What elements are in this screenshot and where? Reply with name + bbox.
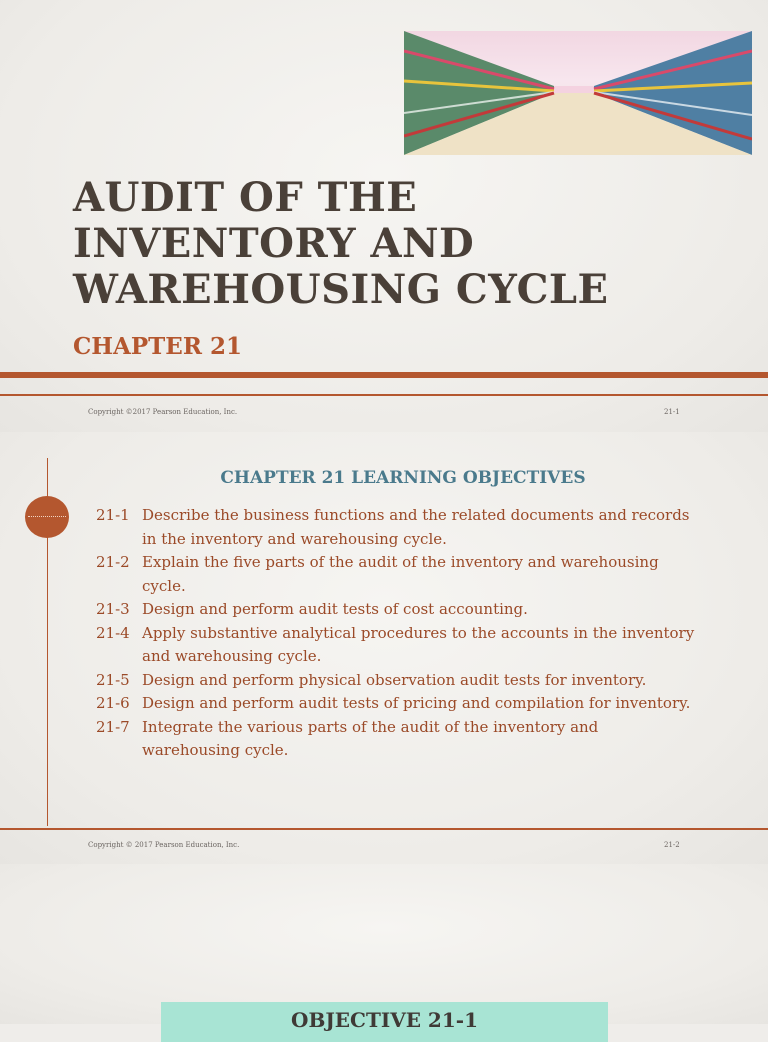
aisle-illustration xyxy=(404,31,752,155)
objective-number: 21-7 xyxy=(96,717,130,736)
objectives-list xyxy=(96,504,696,763)
objective-text: Design and perform physical observation audit tests for inventory. xyxy=(142,670,647,689)
chapter-label: CHAPTER 21 xyxy=(73,333,242,360)
list-item xyxy=(96,504,696,551)
objectives-slide xyxy=(0,432,768,864)
objective-text: Apply substantive analytical procedures to the accounts in the inventory and warehousing cycle. xyxy=(142,623,695,665)
deck-title: AUDIT OF THE INVENTORY AND WAREHOUSING CYCLE xyxy=(73,174,609,313)
objective-text: Integrate the various parts of the audit of the inventory and warehousing cycle. xyxy=(142,717,599,759)
objective-label-box xyxy=(161,1002,608,1042)
list-item xyxy=(96,669,696,693)
objective-number: 21-4 xyxy=(96,623,130,642)
list-item xyxy=(96,551,696,598)
copyright-text: Copyright © 2017 Pearson Education, Inc. xyxy=(88,841,240,849)
divider-thin xyxy=(0,828,768,830)
accent-circle-icon xyxy=(25,496,69,538)
copyright-text: Copyright ©2017 Pearson Education, Inc. xyxy=(88,408,238,416)
list-item xyxy=(96,692,696,716)
divider-thin xyxy=(0,394,768,396)
list-item xyxy=(96,622,696,669)
objective-number: 21-1 xyxy=(96,506,130,524)
objective-text: Explain the five parts of the audit of the inventory and warehousing cycle. xyxy=(142,553,659,595)
objective-text: Design and perform audit tests of cost accounting. xyxy=(142,600,528,618)
list-item xyxy=(96,716,696,763)
divider-thick xyxy=(0,372,768,378)
objective-text: Describe the business functions and the related documents and records in the inventory and warehousing cycle. xyxy=(142,506,690,548)
objective-label: OBJECTIVE 21-1 xyxy=(291,1008,478,1032)
objective-slide-partial xyxy=(0,864,768,1032)
supermarket-aisle-image xyxy=(404,31,752,155)
objectives-heading: CHAPTER 21 LEARNING OBJECTIVES xyxy=(220,468,586,488)
slide-number: 21-1 xyxy=(664,408,680,416)
objective-text: Design and perform audit tests of pricing and compilation for inventory. xyxy=(142,694,691,712)
slide-number: 21-2 xyxy=(664,841,680,849)
title-slide xyxy=(0,0,768,432)
objective-number: 21-2 xyxy=(96,553,130,571)
list-item xyxy=(96,598,696,622)
objective-number: 21-3 xyxy=(96,600,130,618)
objective-number: 21-5 xyxy=(96,670,130,689)
objective-number: 21-6 xyxy=(96,694,130,712)
